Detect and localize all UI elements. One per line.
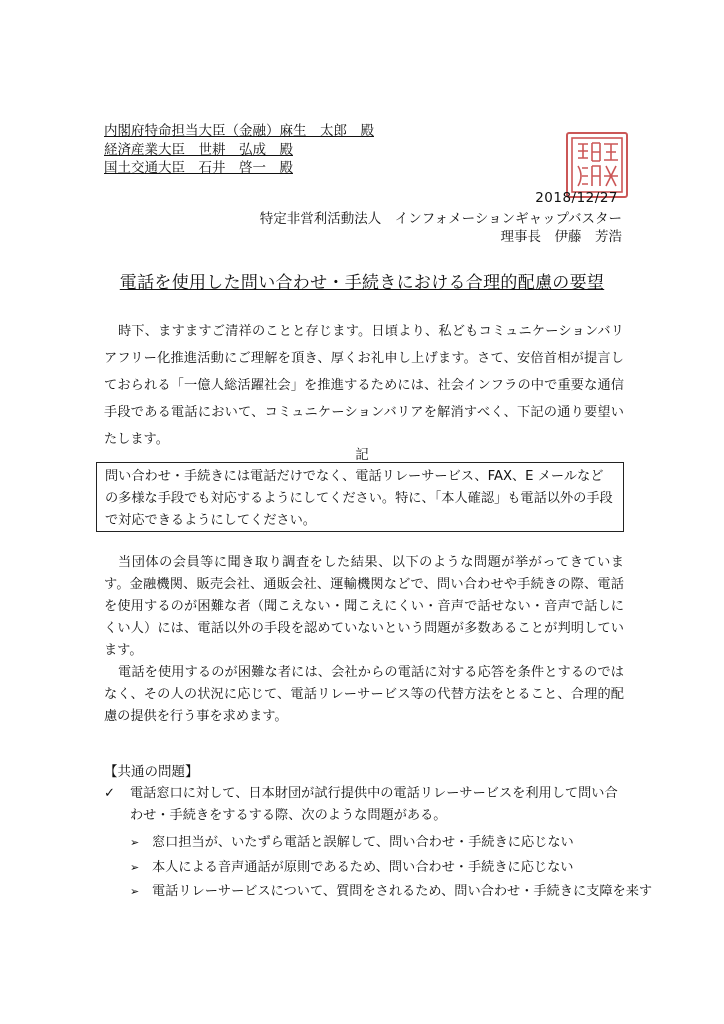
sub-issue-text: 電話リレーサービスについて、質問をされるため、問い合わせ・手続きに支障を来す <box>152 884 653 899</box>
list-item <box>130 856 630 881</box>
addressee-line: 内閣府特命担当大臣（金融）麻生 太郎 殿 <box>104 123 374 139</box>
common-issues-header: 【共通の問題】 <box>104 764 199 780</box>
ki-heading: 記 <box>355 447 369 463</box>
organization-seal-stamp <box>566 132 628 198</box>
document-date: 2018/12/27 <box>535 190 618 206</box>
sub-issue-text: 本人による音声通話が原則であるため、問い合わせ・手続きに応じない <box>152 859 574 875</box>
common-issue-item <box>104 783 624 827</box>
request-text: 問い合わせ・手続きには電話だけでなく、電話リレーサービス、FAX、E メールなどの多様な手段でも対応するようにしてください。特に、「本人確認」も電話以外の手段で対応できるようにしてください。 <box>105 469 613 528</box>
sender-representative: 理事長 伊藤 芳浩 <box>500 229 622 245</box>
seal-icon <box>568 134 626 196</box>
survey-paragraph: 当団体の会員等に聞き取り調査をした結果、以下のような問題が挙がってきています。金融機関、販売会社、通販会社、運輸機関などで、問い合わせや手続きの際、電話を使用するのが困難な者（聞こえない・聞こえにくい・音声で話せない・音声で話しにくい人）には、電話以外の手段を認めていないという問題が多数あることが判明しています。 <box>104 555 624 658</box>
intro-paragraph: 時下、ますますご清祥のことと存じます。日頃より、私どもコミュニケーションバリアフリー化推進活動にご理解を頂き、厚くお礼申し上げます。さて、安倍首相が提言しておられる「一億人総活躍社会」を推進するためには、社会インフラの中で重要な通信手段である電話において、コミュニケーションバリアを解消すべく、下記の通り要望いたします。 <box>104 324 624 447</box>
document-title: 電話を使用した問い合わせ・手続きにおける合理的配慮の要望 <box>119 273 605 293</box>
addressee-line: 国土交通大臣 石井 啓一 殿 <box>104 160 293 176</box>
demand-paragraph: 電話を使用するのが困難な者には、会社からの電話に対する応答を条件とするのではなく、その人の状況に応じて、電話リレーサービス等の代替方法をとること、合理的配慮の提供を行う事を求めます。 <box>104 665 624 724</box>
sub-issue-text: 窓口担当が、いたずら電話と誤解して、問い合わせ・手続きに応じない <box>152 835 574 850</box>
addressee-line: 経済産業大臣 世耕 弘成 殿 <box>104 141 293 158</box>
checkmark-icon: ✓ <box>104 786 116 801</box>
sender-organization: 特定非営利活動法人 インフォメーションギャップバスター <box>259 211 622 227</box>
request-box <box>96 462 624 532</box>
arrow-bullet-icon: ➢ <box>130 885 140 898</box>
common-issue-text: 電話窓口に対して、日本財団が試行提供中の電話リレーサービスを利用して問い合わせ・手続きをするする際、次のような問題がある。 <box>130 786 618 823</box>
list-item <box>130 880 653 905</box>
list-item <box>130 831 630 856</box>
addressee-block <box>104 122 374 178</box>
arrow-bullet-icon: ➢ <box>130 836 140 849</box>
issue-sub-list <box>130 831 653 905</box>
arrow-bullet-icon: ➢ <box>130 860 140 874</box>
